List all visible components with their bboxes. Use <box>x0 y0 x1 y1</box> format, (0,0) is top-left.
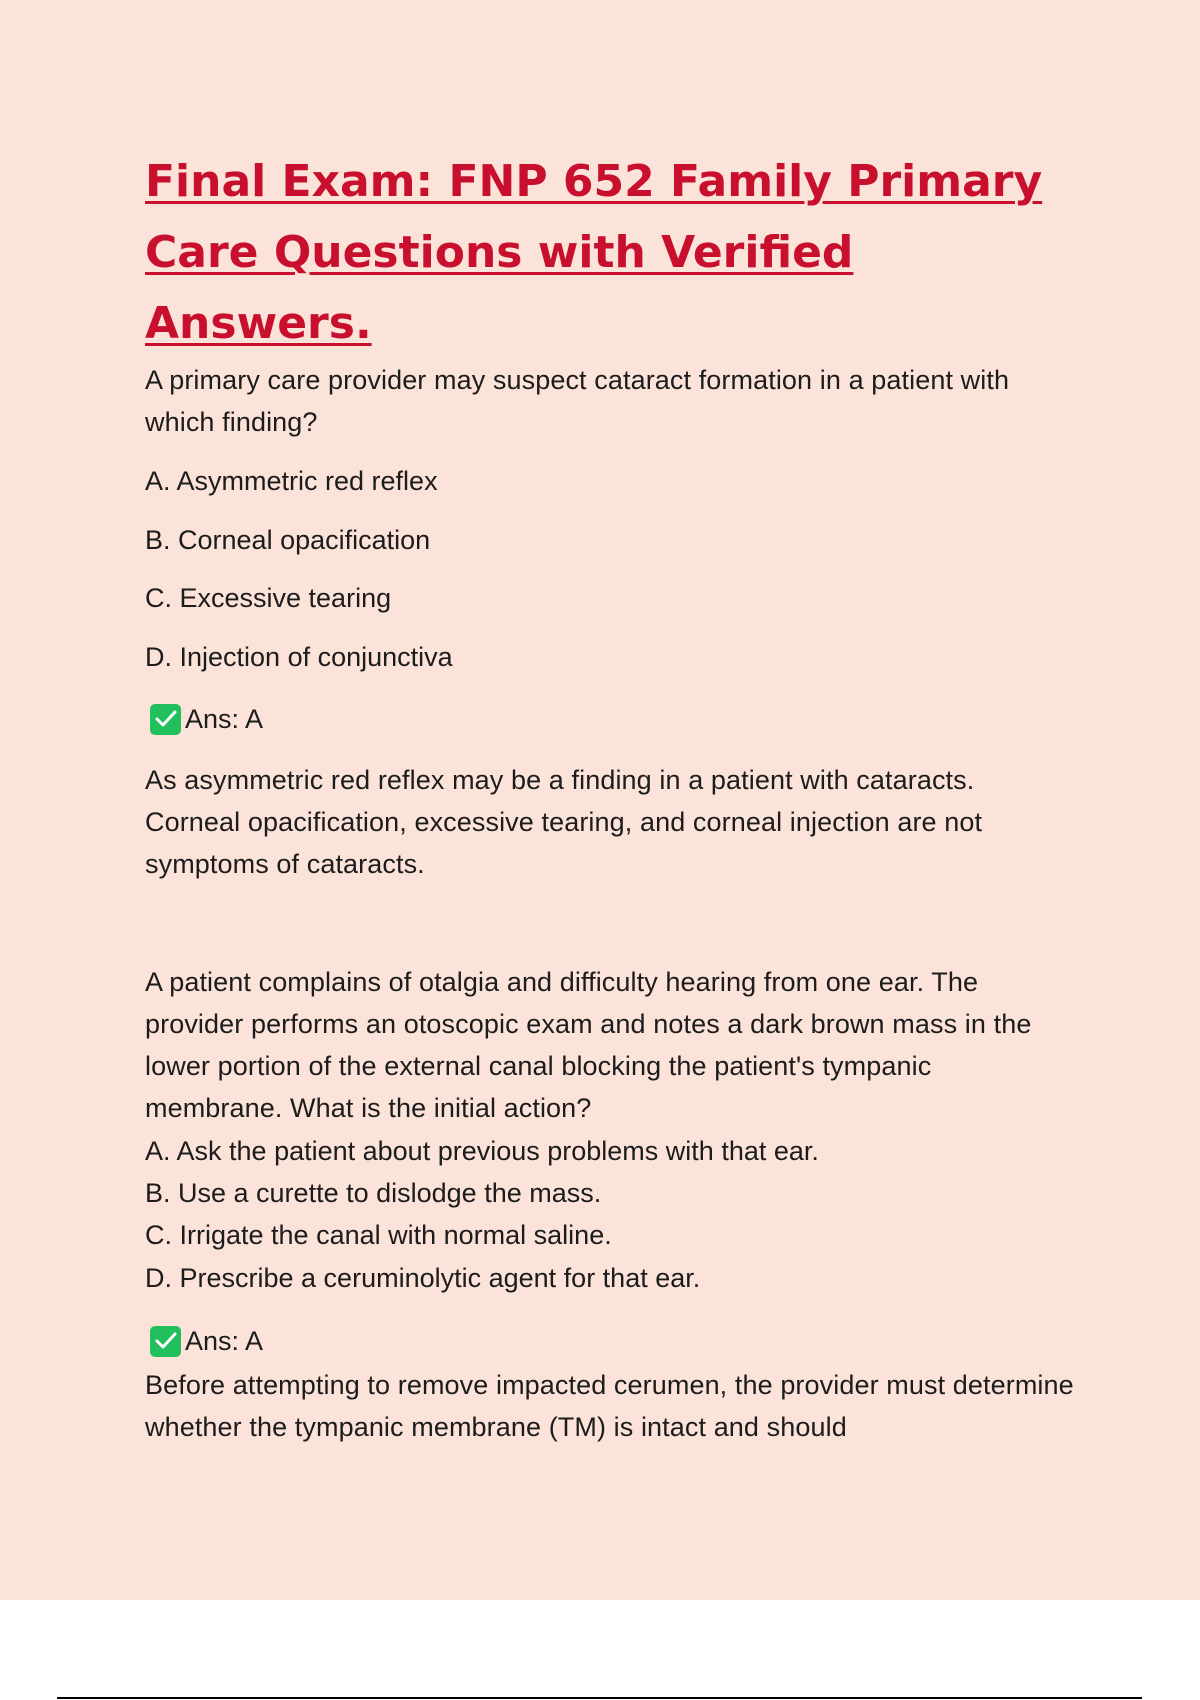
question-2-option-b: B. Use a curette to dislodge the mass. <box>145 1178 602 1208</box>
question-2-answer-text: Ans: A <box>185 1326 264 1356</box>
question-1-option-c: C. Excessive tearing <box>145 583 392 613</box>
footer-divider <box>57 1697 1142 1699</box>
question-2-option-d: D. Prescribe a ceruminolytic agent for that ear. <box>145 1263 701 1293</box>
question-1-option-d: D. Injection of conjunctiva <box>145 642 453 672</box>
question-1-option-b: B. Corneal opacification <box>145 525 431 555</box>
check-mark-icon <box>150 1326 181 1357</box>
check-mark-icon <box>150 704 181 735</box>
question-1-answer <box>150 698 263 740</box>
document-title: Final Exam: FNP 652 Family Primary Care Questions with Verified Answers. <box>145 156 1043 349</box>
question-2-stem: A patient complains of otalgia and difficulty hearing from one ear. The provider performs an otoscopic exam and notes a dark brown mass in the lower portion of the external canal blocking the patient's tympanic membrane. What is the initial action? <box>145 967 1032 1123</box>
question-2-option-a: A. Ask the patient about previous problems with that ear. <box>145 1136 819 1166</box>
question-1-stem: A primary care provider may suspect cataract formation in a patient with which finding? <box>145 365 1010 437</box>
question-2-rationale: Before attempting to remove impacted cerumen, the provider must determine whether the tympanic membrane (TM) is intact and should <box>145 1370 1074 1442</box>
question-1-option-a: A. Asymmetric red reflex <box>145 466 438 496</box>
question-1-rationale: As asymmetric red reflex may be a finding in a patient with cataracts. Corneal opacification, excessive tearing, and corneal injection are not symptoms of cataracts. <box>145 765 983 879</box>
question-2-option-c: C. Irrigate the canal with normal saline. <box>145 1220 612 1250</box>
question-2-answer <box>150 1320 263 1362</box>
question-1-answer-text: Ans: A <box>185 704 264 734</box>
